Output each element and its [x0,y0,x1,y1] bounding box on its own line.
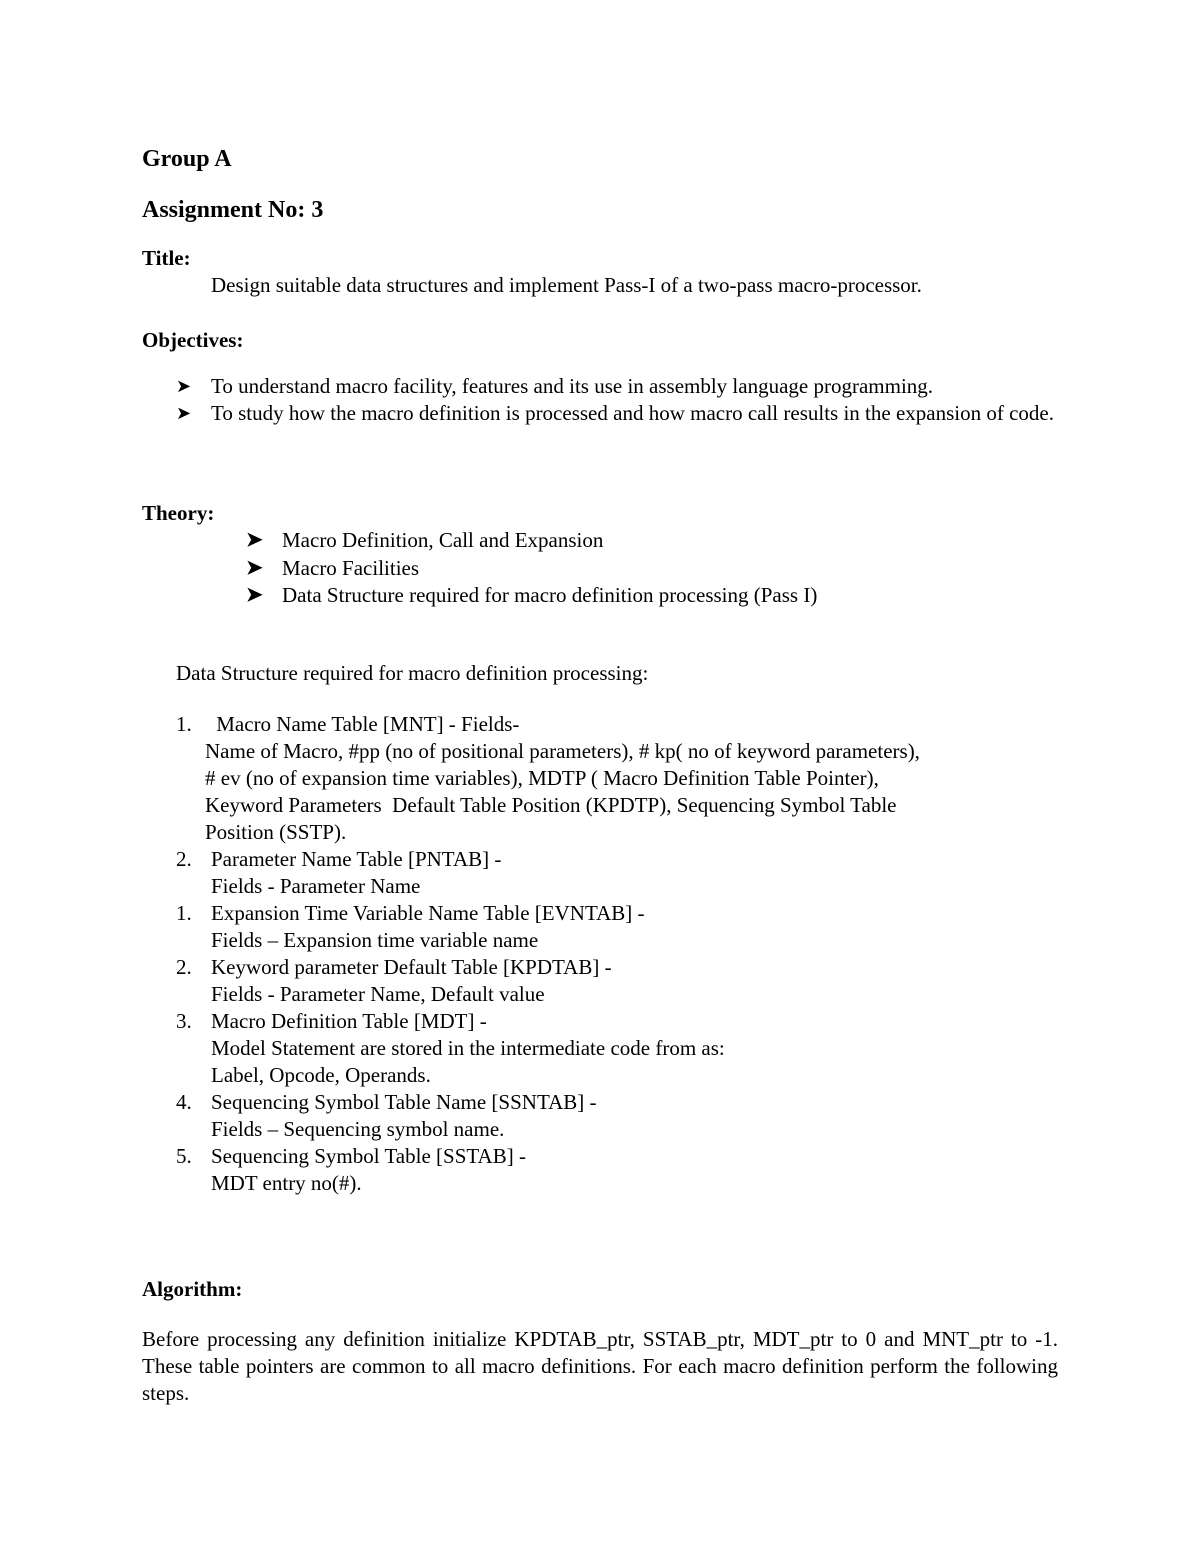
data-structure-heading: Data Structure required for macro definition processing: [176,661,649,685]
item-detail: Label, Opcode, Operands. [211,1063,431,1087]
item-detail: Fields – Expansion time variable name [211,928,539,952]
item-detail: MDT entry no(#). [211,1171,362,1195]
assignment-heading: Assignment No: 3 [142,197,324,223]
item-detail: Name of Macro, #pp (no of positional parameters), # kp( no of keyword parameters), [205,739,920,763]
item-number: 1. [176,901,192,925]
theory-list [246,527,817,610]
theory-item [246,555,817,583]
data-structure-item [176,1008,1056,1089]
arrowhead-bullet-icon: ➤ [176,403,192,423]
algorithm-text: Before processing any definition initialize KPDTAB_ptr, SSTAB_ptr, MDT_ptr to 0 and MNT_ptr to -1. These table pointers are common to all macro definitions. For each macro definition perform the following steps. [142,1327,1058,1405]
item-title: Sequencing Symbol Table Name [SSNTAB] - [211,1090,597,1114]
item-number: 5. [176,1144,192,1168]
data-structure-list [176,711,1056,1197]
group-heading: Group A [142,146,232,172]
title-label: Title: [142,246,191,270]
item-detail: # ev (no of expansion time variables), MDTP ( Macro Definition Table Pointer), [205,766,879,790]
objective-text: To understand macro facility, features and its use in assembly language programming. [211,374,934,398]
item-detail: Fields - Parameter Name [211,874,421,898]
item-title: Parameter Name Table [PNTAB] - [211,847,502,871]
item-number: 2. [176,847,192,871]
item-title: Macro Name Table [MNT] - Fields- [211,712,520,736]
item-number: 2. [176,955,192,979]
item-detail: Position (SSTP). [205,820,347,844]
objective-text: To study how the macro definition is processed and how macro call results in the expansion of code. [211,401,1054,425]
arrowhead-bullet-icon: ➤ [176,376,192,396]
item-title: Keyword parameter Default Table [KPDTAB] - [211,955,612,979]
item-number: 3. [176,1009,192,1033]
arrowhead-bullet-icon: ➤ [246,556,263,579]
arrowhead-bullet-icon: ➤ [246,529,263,551]
data-structure-item [176,1143,1056,1197]
objective-item [176,373,1060,400]
objectives-list [176,373,1060,427]
theory-text: Data Structure required for macro definition processing (Pass I) [282,583,818,607]
item-title: Expansion Time Variable Name Table [EVNTAB] - [211,901,645,925]
data-structure-item [176,1089,1056,1143]
objective-item [176,400,1060,427]
item-detail: Fields – Sequencing symbol name. [211,1117,505,1141]
theory-text: Macro Definition, Call and Expansion [282,528,604,552]
data-structure-item [176,954,1056,1008]
data-structure-item [176,711,1056,846]
theory-label: Theory: [142,501,215,525]
item-title: Sequencing Symbol Table [SSTAB] - [211,1144,526,1168]
arrowhead-bullet-icon: ➤ [246,584,263,606]
item-detail: Keyword Parameters Default Table Position (KPDTP), Sequencing Symbol Table [205,793,897,817]
theory-text: Macro Facilities [282,555,420,580]
theory-item [246,582,817,610]
data-structure-item [176,846,1056,900]
item-number: 4. [176,1090,192,1114]
theory-item [246,527,817,555]
item-number: 1. [176,712,192,736]
algorithm-label: Algorithm: [142,1277,243,1301]
title-text: Design suitable data structures and implement Pass-I of a two-pass macro-processor. [211,273,922,297]
item-detail: Model Statement are stored in the intermediate code from as: [211,1036,725,1060]
item-title: Macro Definition Table [MDT] - [211,1009,487,1033]
objectives-label: Objectives: [142,328,244,352]
item-detail: Fields - Parameter Name, Default value [211,982,545,1006]
data-structure-item [176,900,1056,954]
